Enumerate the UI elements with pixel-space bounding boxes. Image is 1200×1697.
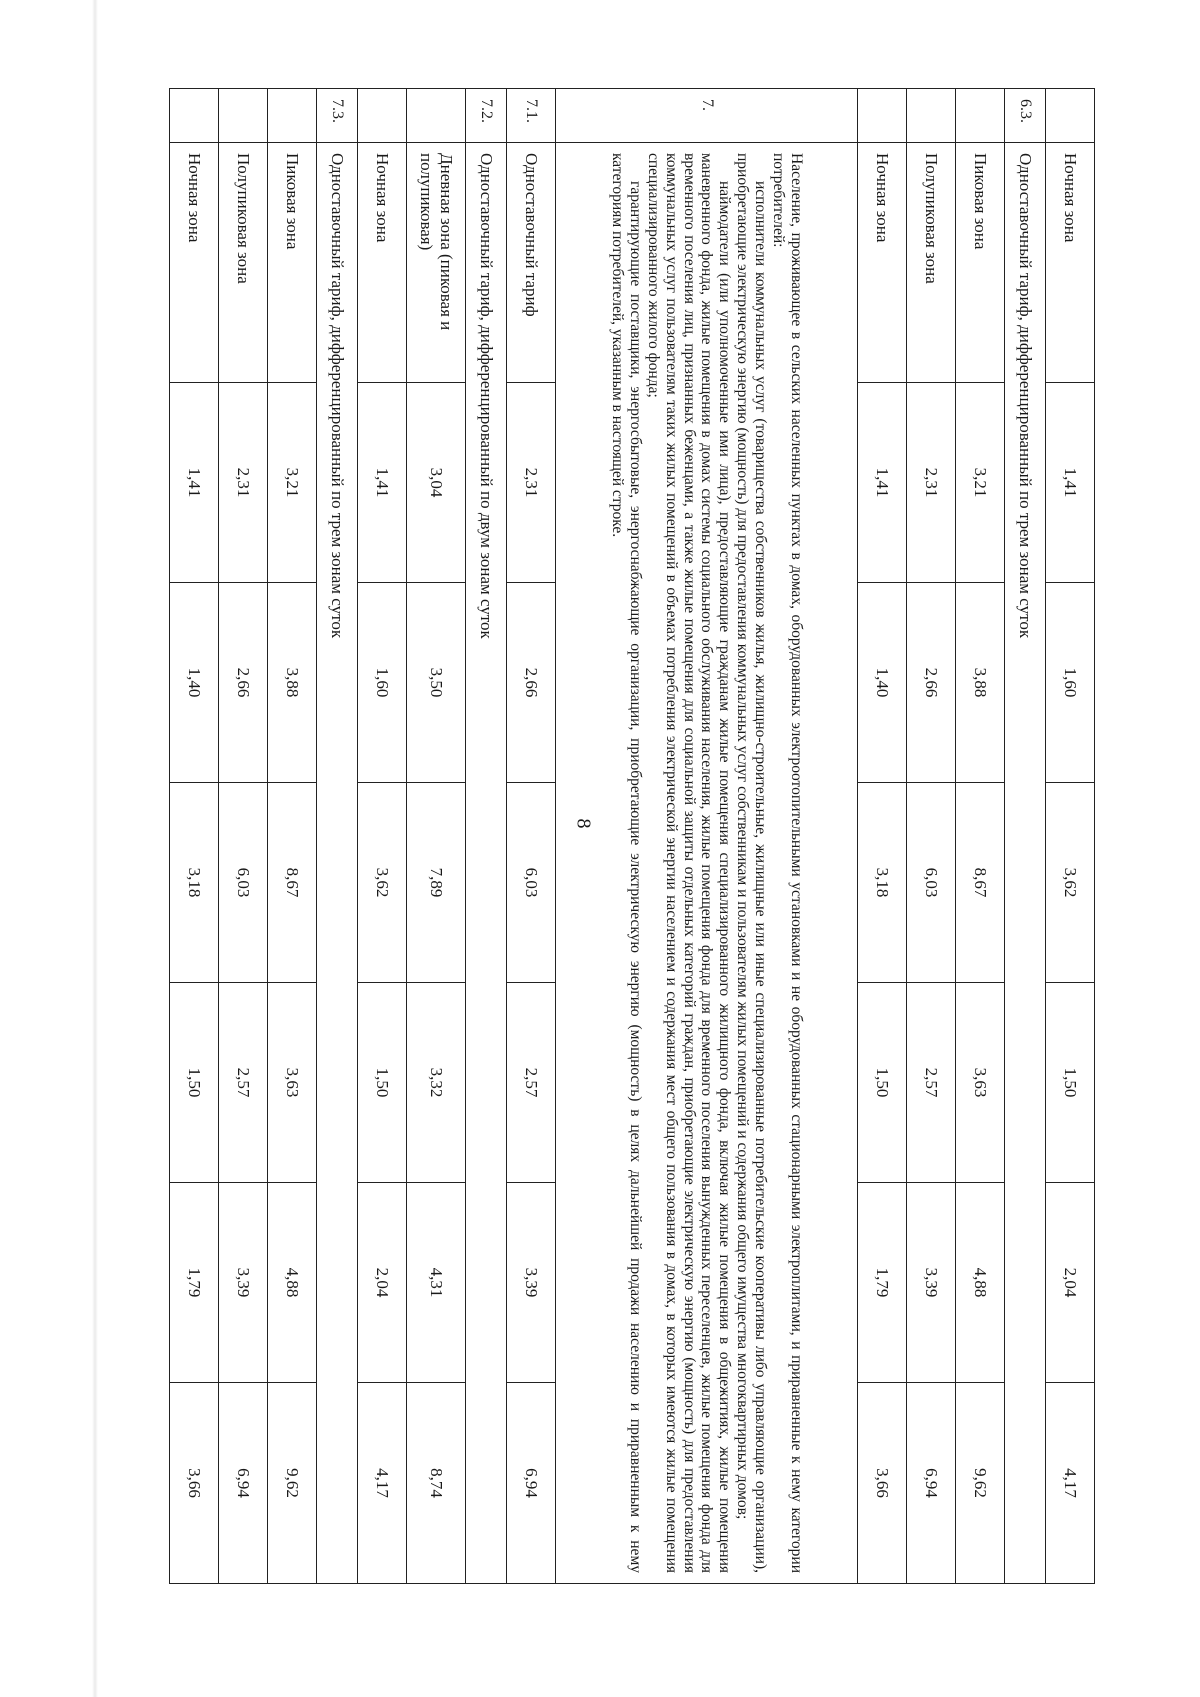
tariff-value-cell: 6,94 (506, 1383, 555, 1584)
tariff-value-cell: 2,66 (506, 583, 555, 783)
tariff-value-cell: 8,67 (268, 783, 317, 983)
page-number: 8 (572, 818, 595, 829)
row-index (268, 89, 317, 143)
section-7-row (555, 89, 857, 1584)
tariff-value-cell: 3,18 (858, 783, 907, 983)
tariff-value-cell: 3,39 (907, 1183, 956, 1383)
tariff-type-title: Одноставочный тариф, дифференцированный по трем зонам суток (317, 143, 358, 1584)
tariff-value-cell: 1,50 (357, 983, 406, 1183)
table-section-title-row (1005, 89, 1046, 1584)
tariff-value-cell: 3,66 (858, 1383, 907, 1584)
table-row (219, 89, 268, 1584)
scan-edge-shadow (92, 0, 98, 1697)
zone-label: Ночная зона (1046, 143, 1095, 383)
table-row (506, 89, 555, 1584)
zone-label: Пиковая зона (956, 143, 1005, 383)
tariff-value-cell: 1,41 (1046, 383, 1095, 583)
tariff-value-cell: 6,03 (219, 783, 268, 983)
table-body-top (858, 89, 1095, 1584)
tariff-value-cell: 3,66 (170, 1383, 219, 1584)
tariff-value-cell: 1,60 (1046, 583, 1095, 783)
tariff-value-cell: 3,21 (956, 383, 1005, 583)
section-7-paragraph: гарантирующие поставщики, энергосбытовые, энергоснабжающие организации, приобретающие электрическую энергию (мощность) в целях дальнейшей продажи населению и приравненным к нему категориям потребителей, указанным в настоящей строке. (609, 153, 645, 1573)
table-row (1046, 89, 1095, 1584)
tariff-value-cell: 2,57 (907, 983, 956, 1183)
section-7-description (555, 143, 857, 1584)
row-index (406, 89, 465, 143)
tariff-value-cell: 2,31 (506, 383, 555, 583)
tariff-value-cell: 6,03 (907, 783, 956, 983)
zone-label: Одноставочный тариф (506, 143, 555, 383)
tariff-type-title: Одноставочный тариф, дифференцированный по двум зонам суток (466, 143, 507, 1584)
tariff-value-cell: 2,04 (1046, 1183, 1095, 1383)
tariff-value-cell: 3,62 (357, 783, 406, 983)
tariff-value-cell: 4,88 (956, 1183, 1005, 1383)
tariff-value-cell: 7,89 (406, 783, 465, 983)
table-body-bottom (170, 89, 556, 1584)
tariff-value-cell: 4,88 (268, 1183, 317, 1383)
row-index: 7.3. (317, 89, 358, 143)
tariff-value-cell: 3,50 (406, 583, 465, 783)
tariff-value-cell: 3,32 (406, 983, 465, 1183)
tariff-value-cell: 2,57 (219, 983, 268, 1183)
tariff-value-cell: 1,41 (357, 383, 406, 583)
tariff-value-cell: 6,94 (907, 1383, 956, 1584)
tariff-value-cell: 6,94 (219, 1383, 268, 1584)
tariff-table (169, 88, 1095, 1584)
table-row (357, 89, 406, 1584)
tariff-value-cell: 2,31 (907, 383, 956, 583)
rotated-table-wrapper (169, 88, 1095, 1583)
tariff-value-cell: 4,31 (406, 1183, 465, 1383)
tariff-value-cell: 1,40 (858, 583, 907, 783)
tariff-value-cell: 6,03 (506, 783, 555, 983)
zone-label: Ночная зона (858, 143, 907, 383)
row-index (956, 89, 1005, 143)
table-row (956, 89, 1005, 1584)
tariff-value-cell: 3,63 (956, 983, 1005, 1183)
zone-label: Ночная зона (357, 143, 406, 383)
tariff-value-cell: 1,79 (858, 1183, 907, 1383)
tariff-value-cell: 1,40 (170, 583, 219, 783)
tariff-value-cell: 3,88 (268, 583, 317, 783)
table-row (268, 89, 317, 1584)
tariff-value-cell: 8,67 (956, 783, 1005, 983)
tariff-value-cell: 1,41 (858, 383, 907, 583)
tariff-value-cell: 3,62 (1046, 783, 1095, 983)
row-index (858, 89, 907, 143)
row-index (219, 89, 268, 143)
tariff-value-cell: 1,79 (170, 1183, 219, 1383)
tariff-value-cell: 1,50 (170, 983, 219, 1183)
tariff-value-cell: 3,63 (268, 983, 317, 1183)
tariff-value-cell: 8,74 (406, 1383, 465, 1584)
table-row (170, 89, 219, 1584)
zone-label: Ночная зона (170, 143, 219, 383)
section-7-index: 7. (555, 89, 857, 143)
tariff-value-cell: 2,31 (219, 383, 268, 583)
zone-label: Дневная зона (пиковая и полупиковая) (406, 143, 465, 383)
section-7 (555, 89, 857, 1584)
zone-label: Полупиковая зона (219, 143, 268, 383)
zone-label: Пиковая зона (268, 143, 317, 383)
row-index: 7.1. (506, 89, 555, 143)
table-row (406, 89, 465, 1584)
table-section-title-row (466, 89, 507, 1584)
tariff-value-cell: 3,39 (219, 1183, 268, 1383)
table-section-title-row (317, 89, 358, 1584)
tariff-value-cell: 1,60 (357, 583, 406, 783)
row-index (907, 89, 956, 143)
tariff-type-title: Одноставочный тариф, дифференцированный по трем зонам суток (1005, 143, 1046, 1584)
table-row (858, 89, 907, 1584)
tariff-value-cell: 9,62 (956, 1383, 1005, 1584)
tariff-value-cell: 2,04 (357, 1183, 406, 1383)
tariff-value-cell: 2,66 (907, 583, 956, 783)
row-index (170, 89, 219, 143)
table-row (907, 89, 956, 1584)
tariff-value-cell: 1,50 (1046, 983, 1095, 1183)
row-index: 6.3. (1005, 89, 1046, 143)
tariff-value-cell: 4,17 (357, 1383, 406, 1584)
section-7-paragraph: наймодатели (или уполномоченные ими лица), предоставляющие гражданам жилые помещения специализированного жилищного фонда, включая жилые помещения в общежитиях, жилые помещения маневренного фонда, жилые помещения в домах системы социального обслуживания населения, жилые помещения фонда для временного поселения вынужденных переселенцев, жилые помещения фонда для временного поселения лиц, признанных беженцами, а также жилые помещения для социальной защиты отдельных категорий граждан, приобретающие электрическую энергию (мощность) для предоставления коммунальных услуг пользователям таких жилых помещений в объемах потребления электрической энергии населением и содержания мест общего пользования в домах, в которых имеются жилые помещения специализированного жилого фонда; (645, 153, 734, 1573)
row-index (357, 89, 406, 143)
tariff-value-cell: 2,57 (506, 983, 555, 1183)
row-index: 7.2. (466, 89, 507, 143)
tariff-value-cell: 3,88 (956, 583, 1005, 783)
tariff-value-cell: 2,66 (219, 583, 268, 783)
zone-label: Полупиковая зона (907, 143, 956, 383)
tariff-value-cell: 1,50 (858, 983, 907, 1183)
section-7-paragraph: Население, проживающее в сельских населенных пунктах в домах, оборудованных электроотопительными установками и не оборудованных стационарными электроплитами, и приравненные к нему категории потребителей: (769, 153, 805, 1573)
tariff-value-cell: 3,21 (268, 383, 317, 583)
tariff-value-cell: 3,04 (406, 383, 465, 583)
tariff-value-cell: 3,39 (506, 1183, 555, 1383)
tariff-value-cell: 9,62 (268, 1383, 317, 1584)
tariff-value-cell: 4,17 (1046, 1383, 1095, 1584)
tariff-value-cell: 3,18 (170, 783, 219, 983)
tariff-value-cell: 1,41 (170, 383, 219, 583)
row-index (1046, 89, 1095, 143)
section-7-paragraph: исполнители коммунальных услуг (товарищества собственников жилья, жилищно-строительные, жилищные или иные специализированные потребительские кооперативы либо управляющие организации), приобретающие электрическую энергию (мощность) для предоставления коммунальных услуг собственникам и пользователям жилых помещений и содержания общего имущества многоквартирных домов; (734, 153, 769, 1573)
